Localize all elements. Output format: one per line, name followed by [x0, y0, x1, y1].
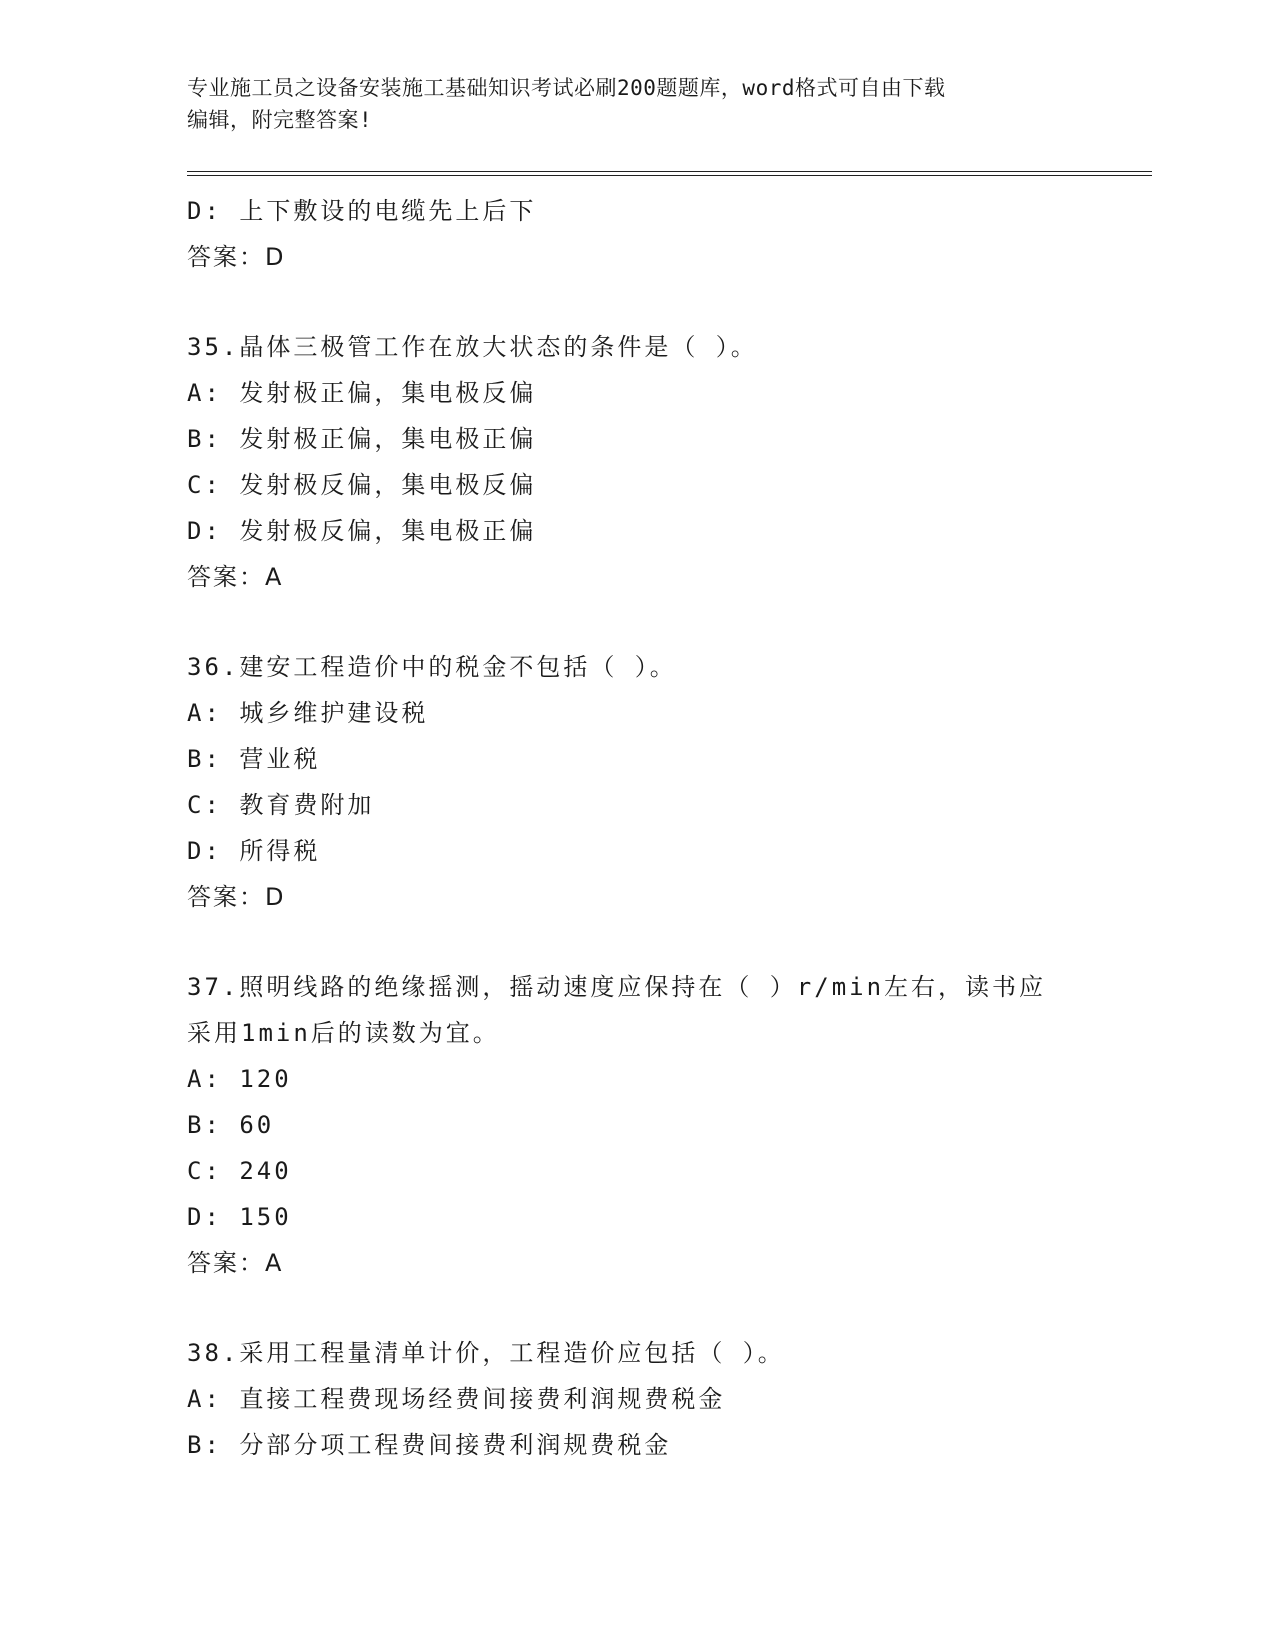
option-c: C: 240 [187, 1157, 292, 1185]
question-36 [187, 644, 1087, 920]
answer-line: 答案：D [187, 243, 286, 271]
header-rule-top [187, 171, 1152, 172]
option-b: B: 营业税 [187, 745, 321, 773]
option-a: A: 城乡维护建设税 [187, 699, 429, 727]
document-header [187, 72, 1067, 136]
option-b: B: 60 [187, 1111, 275, 1139]
question-stem: 38.采用工程量清单计价，工程造价应包括（ ）。 [187, 1339, 785, 1367]
question-stem-line-2: 采用1min后的读数为宜。 [187, 1019, 500, 1047]
question-stem: 36.建安工程造价中的税金不包括（ ）。 [187, 653, 677, 681]
question-35 [187, 324, 1087, 600]
answer-line: 答案：D [187, 883, 286, 911]
option-a: A: 发射极正偏，集电极反偏 [187, 379, 537, 407]
option-d: D: 150 [187, 1203, 292, 1231]
answer-line: 答案：A [187, 1249, 284, 1277]
option-a: A: 120 [187, 1065, 292, 1093]
option-a: A: 直接工程费现场经费间接费利润规费税金 [187, 1385, 726, 1413]
header-title-line-1: 专业施工员之设备安装施工基础知识考试必刷200题题库，word格式可自由下载 [187, 76, 946, 100]
question-38 [187, 1330, 1087, 1468]
question-stem-line-1: 37.照明线路的绝缘摇测，摇动速度应保持在（ ）r/min左右，读书应 [187, 973, 1047, 1001]
previous-question-tail [187, 188, 1087, 280]
header-title-line-2: 编辑，附完整答案! [187, 108, 373, 132]
option-c: C: 教育费附加 [187, 791, 375, 819]
header-rule-bottom [187, 175, 1152, 176]
option-d: D: 上下敷设的电缆先上后下 [187, 197, 537, 225]
question-stem: 35.晶体三极管工作在放大状态的条件是（ ）。 [187, 333, 758, 361]
option-b: B: 分部分项工程费间接费利润规费税金 [187, 1431, 672, 1459]
option-d: D: 所得税 [187, 837, 321, 865]
option-d: D: 发射极反偏，集电极正偏 [187, 517, 537, 545]
question-37 [187, 964, 1087, 1286]
answer-line: 答案：A [187, 563, 284, 591]
option-b: B: 发射极正偏，集电极正偏 [187, 425, 537, 453]
question-content [187, 188, 1087, 1468]
option-c: C: 发射极反偏，集电极反偏 [187, 471, 537, 499]
